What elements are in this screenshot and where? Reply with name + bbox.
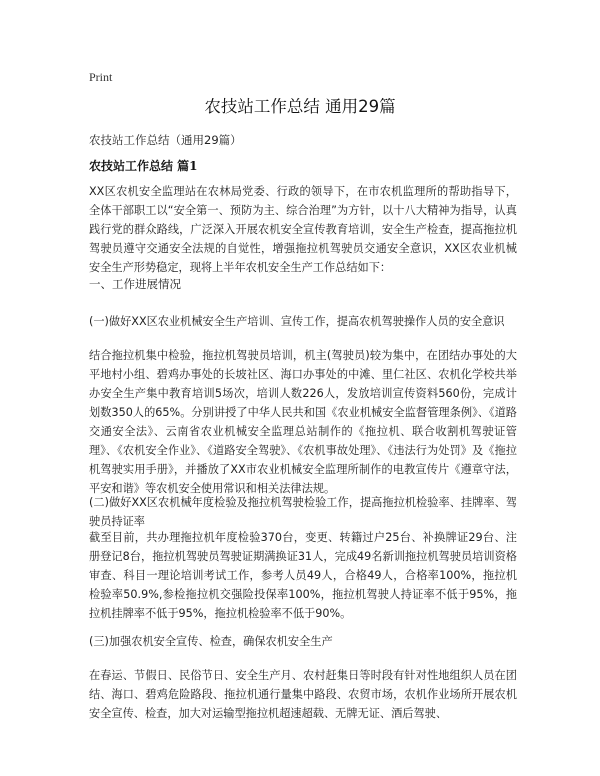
page-title: 农技站工作总结 通用29篇 <box>204 97 396 116</box>
body-paragraph-3: 在春运、节假日、民俗节日、安全生产月、农村赶集日等时段有针对性地组织人员在团结、海口、碧鸡危险路段、拖拉机通行量集中路段、农贸市场，农机作业场所开展农机安全宣传、检查，加大对运输型拖拉机超速超载、无牌无证、酒后驾驶、 <box>89 669 517 720</box>
intro-paragraph: XX区农机安全监理站在农林局党委、行政的领导下，在市农机监理所的帮助指导下，全体干部职工以“安全第一、预防为主、综合治理”为方针，以十八大精神为指导，认真践行党的群众路线，广泛深入开展农机安全宣传教育培训，安全生产检查，提高拖拉机驾驶员遵守交通安全法规的自觉性，增强拖拉机驾驶员交通安全意识，XX区农业机械安全生产形势稳定，现将上半年农机安全生产工作总结如下： <box>89 185 517 274</box>
part-heading: 一、工作进展情况 <box>89 277 181 291</box>
document-subtitle: 农技站工作总结（通用29篇） <box>89 133 242 147</box>
subheading-3: (三)加强农机安全宣传、检查，确保农机安全生产 <box>89 635 333 648</box>
subheading-1: (一)做好XX区农业机械安全生产培训、宣传工作，提高农机驾驶操作人员的安全意识 <box>89 315 505 328</box>
body-paragraph-2: 截至目前，共办理拖拉机年度检验370台，变更、转籍过户25台、补换牌证29台、注册登记8台，拖拉机驾驶员驾驶证期满换证31人，完成49名新训拖拉机驾驶员培训资格审查、科目一理论培训考试工作，参考人员49人，合格49人，合格率100%，拖拉机检验率50.9%,参检拖拉机交强险投保率100%，拖拉机驾驶人持证率不低于95%，拖拉机挂牌率不低于95%，拖拉机检验率不低于90%。 <box>89 531 517 620</box>
section-heading: 农技站工作总结 篇1 <box>89 159 198 173</box>
print-link[interactable]: Print <box>89 70 113 84</box>
body-paragraph-1: 结合拖拉机集中检验，拖拉机驾驶员培训，机主(驾驶员)较为集中，在团结办事处的大平地村小组、碧鸡办事处的长坡社区、海口办事处的中滩、里仁社区、农机化学校共举办安全生产集中教育培训5场次，培训人数226人，发放培训宣传资料560份，完成计划数350人的65%。分别讲授了中华人民共和国《农业机械安全监督管理条例》、《道路交通安全法》、云南省农业机械安全监理总站制作的《拖拉机、联合收割机驾驶证管理》、《农机安全作业》、《道路安全驾驶》、《农机事故处理》、《违法行为处罚》及《拖拉机驾驶实用手册》，并播放了XX市农业机械安全监理所制作的电教宣传片《遵章守法，平安和谐》等农机安全使用常识和相关法律法规。 <box>89 349 517 495</box>
subheading-2: (二)做好XX区农机械年度检验及拖拉机驾驶检验工作，提高拖拉机检验率、挂牌率、驾驶员持证率 <box>89 496 517 528</box>
